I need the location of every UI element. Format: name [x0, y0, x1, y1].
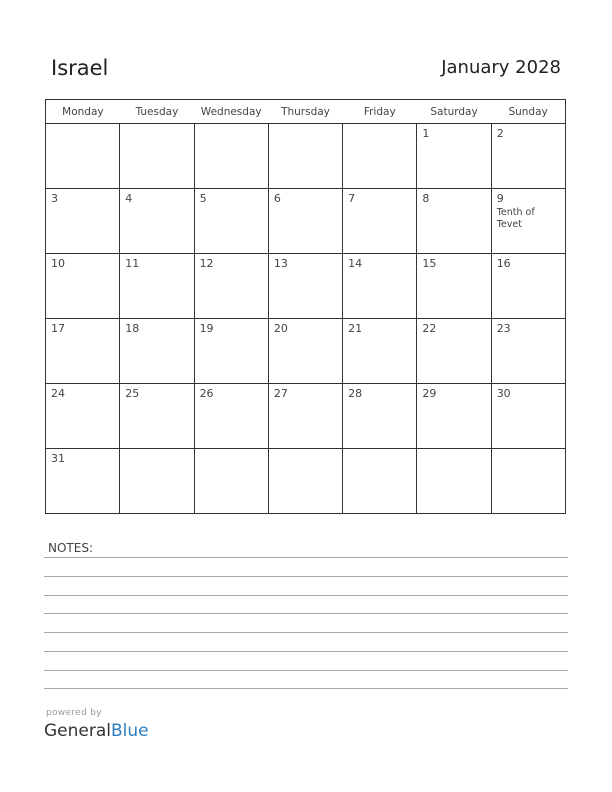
day-cell [194, 449, 268, 514]
day-number: 15 [422, 257, 437, 270]
day-cell [491, 449, 565, 514]
day-number: 14 [348, 257, 363, 270]
holiday-label: Tenth of Tevet [496, 207, 535, 230]
day-cell [46, 189, 120, 254]
day-number: 26 [199, 387, 214, 400]
day-number: 13 [273, 257, 288, 270]
day-number: 27 [273, 387, 288, 400]
day-number: 29 [422, 387, 437, 400]
month-year-title: January 2028 [441, 57, 561, 78]
week-row [46, 449, 566, 514]
day-number: 4 [125, 192, 133, 205]
day-cell [194, 189, 268, 254]
powered-by-text: powered by [46, 708, 102, 718]
week-row [46, 319, 566, 384]
day-number: 7 [348, 192, 356, 205]
day-number: 10 [51, 257, 65, 270]
day-number: 22 [422, 322, 437, 335]
day-cell [120, 319, 194, 384]
country-title: Israel [51, 56, 109, 80]
day-cell [46, 384, 120, 449]
day-number: 3 [51, 192, 58, 205]
day-cell [268, 449, 342, 514]
weekday-header: Monday [46, 100, 120, 124]
week-row [46, 254, 566, 319]
day-cell [268, 124, 342, 189]
day-cell [343, 189, 417, 254]
week-row [46, 124, 566, 189]
day-number: 16 [496, 257, 511, 270]
day-number: 17 [51, 322, 65, 335]
day-cell [268, 189, 342, 254]
day-number: 19 [199, 322, 214, 335]
day-cell [491, 254, 565, 319]
day-number: 9 [496, 192, 504, 205]
day-number: 2 [496, 127, 504, 140]
weekday-header: Friday [343, 100, 417, 124]
day-cell [120, 449, 194, 514]
day-number: 5 [199, 192, 207, 205]
notes-line [44, 595, 568, 596]
calendar-grid [45, 99, 566, 514]
week-row [46, 384, 566, 449]
day-number: 30 [496, 387, 511, 400]
notes-line [44, 557, 568, 558]
day-cell [343, 384, 417, 449]
day-cell [491, 384, 565, 449]
notes-label: NOTES: [48, 541, 93, 555]
notes-line [44, 613, 568, 614]
weekday-header: Sunday [491, 100, 565, 124]
notes-line [44, 670, 568, 671]
day-cell [417, 449, 491, 514]
day-cell [343, 254, 417, 319]
weekday-header: Tuesday [120, 100, 194, 124]
day-number: 28 [348, 387, 363, 400]
brand-general: General [44, 721, 111, 741]
day-cell [46, 124, 120, 189]
day-cell [194, 124, 268, 189]
day-cell [417, 319, 491, 384]
notes-line [44, 651, 568, 652]
day-number: 12 [199, 257, 214, 270]
day-cell [491, 319, 565, 384]
day-cell [120, 124, 194, 189]
weekday-header-row [46, 100, 566, 124]
day-cell [417, 384, 491, 449]
day-cell [268, 254, 342, 319]
day-cell [194, 319, 268, 384]
notes-line [44, 688, 568, 689]
day-number: 20 [273, 322, 288, 335]
day-number: 18 [125, 322, 140, 335]
day-number: 1 [422, 127, 430, 140]
day-number: 24 [51, 387, 65, 400]
day-cell [343, 319, 417, 384]
day-cell [194, 254, 268, 319]
day-number: 8 [422, 192, 430, 205]
weekday-header: Saturday [417, 100, 491, 124]
day-number: 31 [51, 452, 65, 465]
generalblue-logo [44, 721, 149, 741]
day-cell [343, 124, 417, 189]
day-cell [46, 319, 120, 384]
notes-line [44, 632, 568, 633]
day-cell [417, 254, 491, 319]
day-number: 21 [348, 322, 363, 335]
weekday-header: Wednesday [194, 100, 268, 124]
brand-blue: Blue [111, 721, 149, 741]
day-cell [120, 254, 194, 319]
week-row [46, 189, 566, 254]
day-cell [417, 124, 491, 189]
day-number: 11 [125, 257, 140, 270]
day-cell [120, 384, 194, 449]
day-cell [268, 319, 342, 384]
day-cell [417, 189, 491, 254]
day-cell [46, 254, 120, 319]
day-cell [491, 189, 565, 254]
weekday-header: Thursday [268, 100, 342, 124]
day-number: 23 [496, 322, 511, 335]
day-cell [194, 384, 268, 449]
day-cell [343, 449, 417, 514]
day-number: 25 [125, 387, 140, 400]
day-number: 6 [273, 192, 281, 205]
day-cell [268, 384, 342, 449]
day-cell [46, 449, 120, 514]
day-cell [120, 189, 194, 254]
notes-line [44, 576, 568, 577]
calendar-body [46, 124, 566, 514]
day-cell [491, 124, 565, 189]
